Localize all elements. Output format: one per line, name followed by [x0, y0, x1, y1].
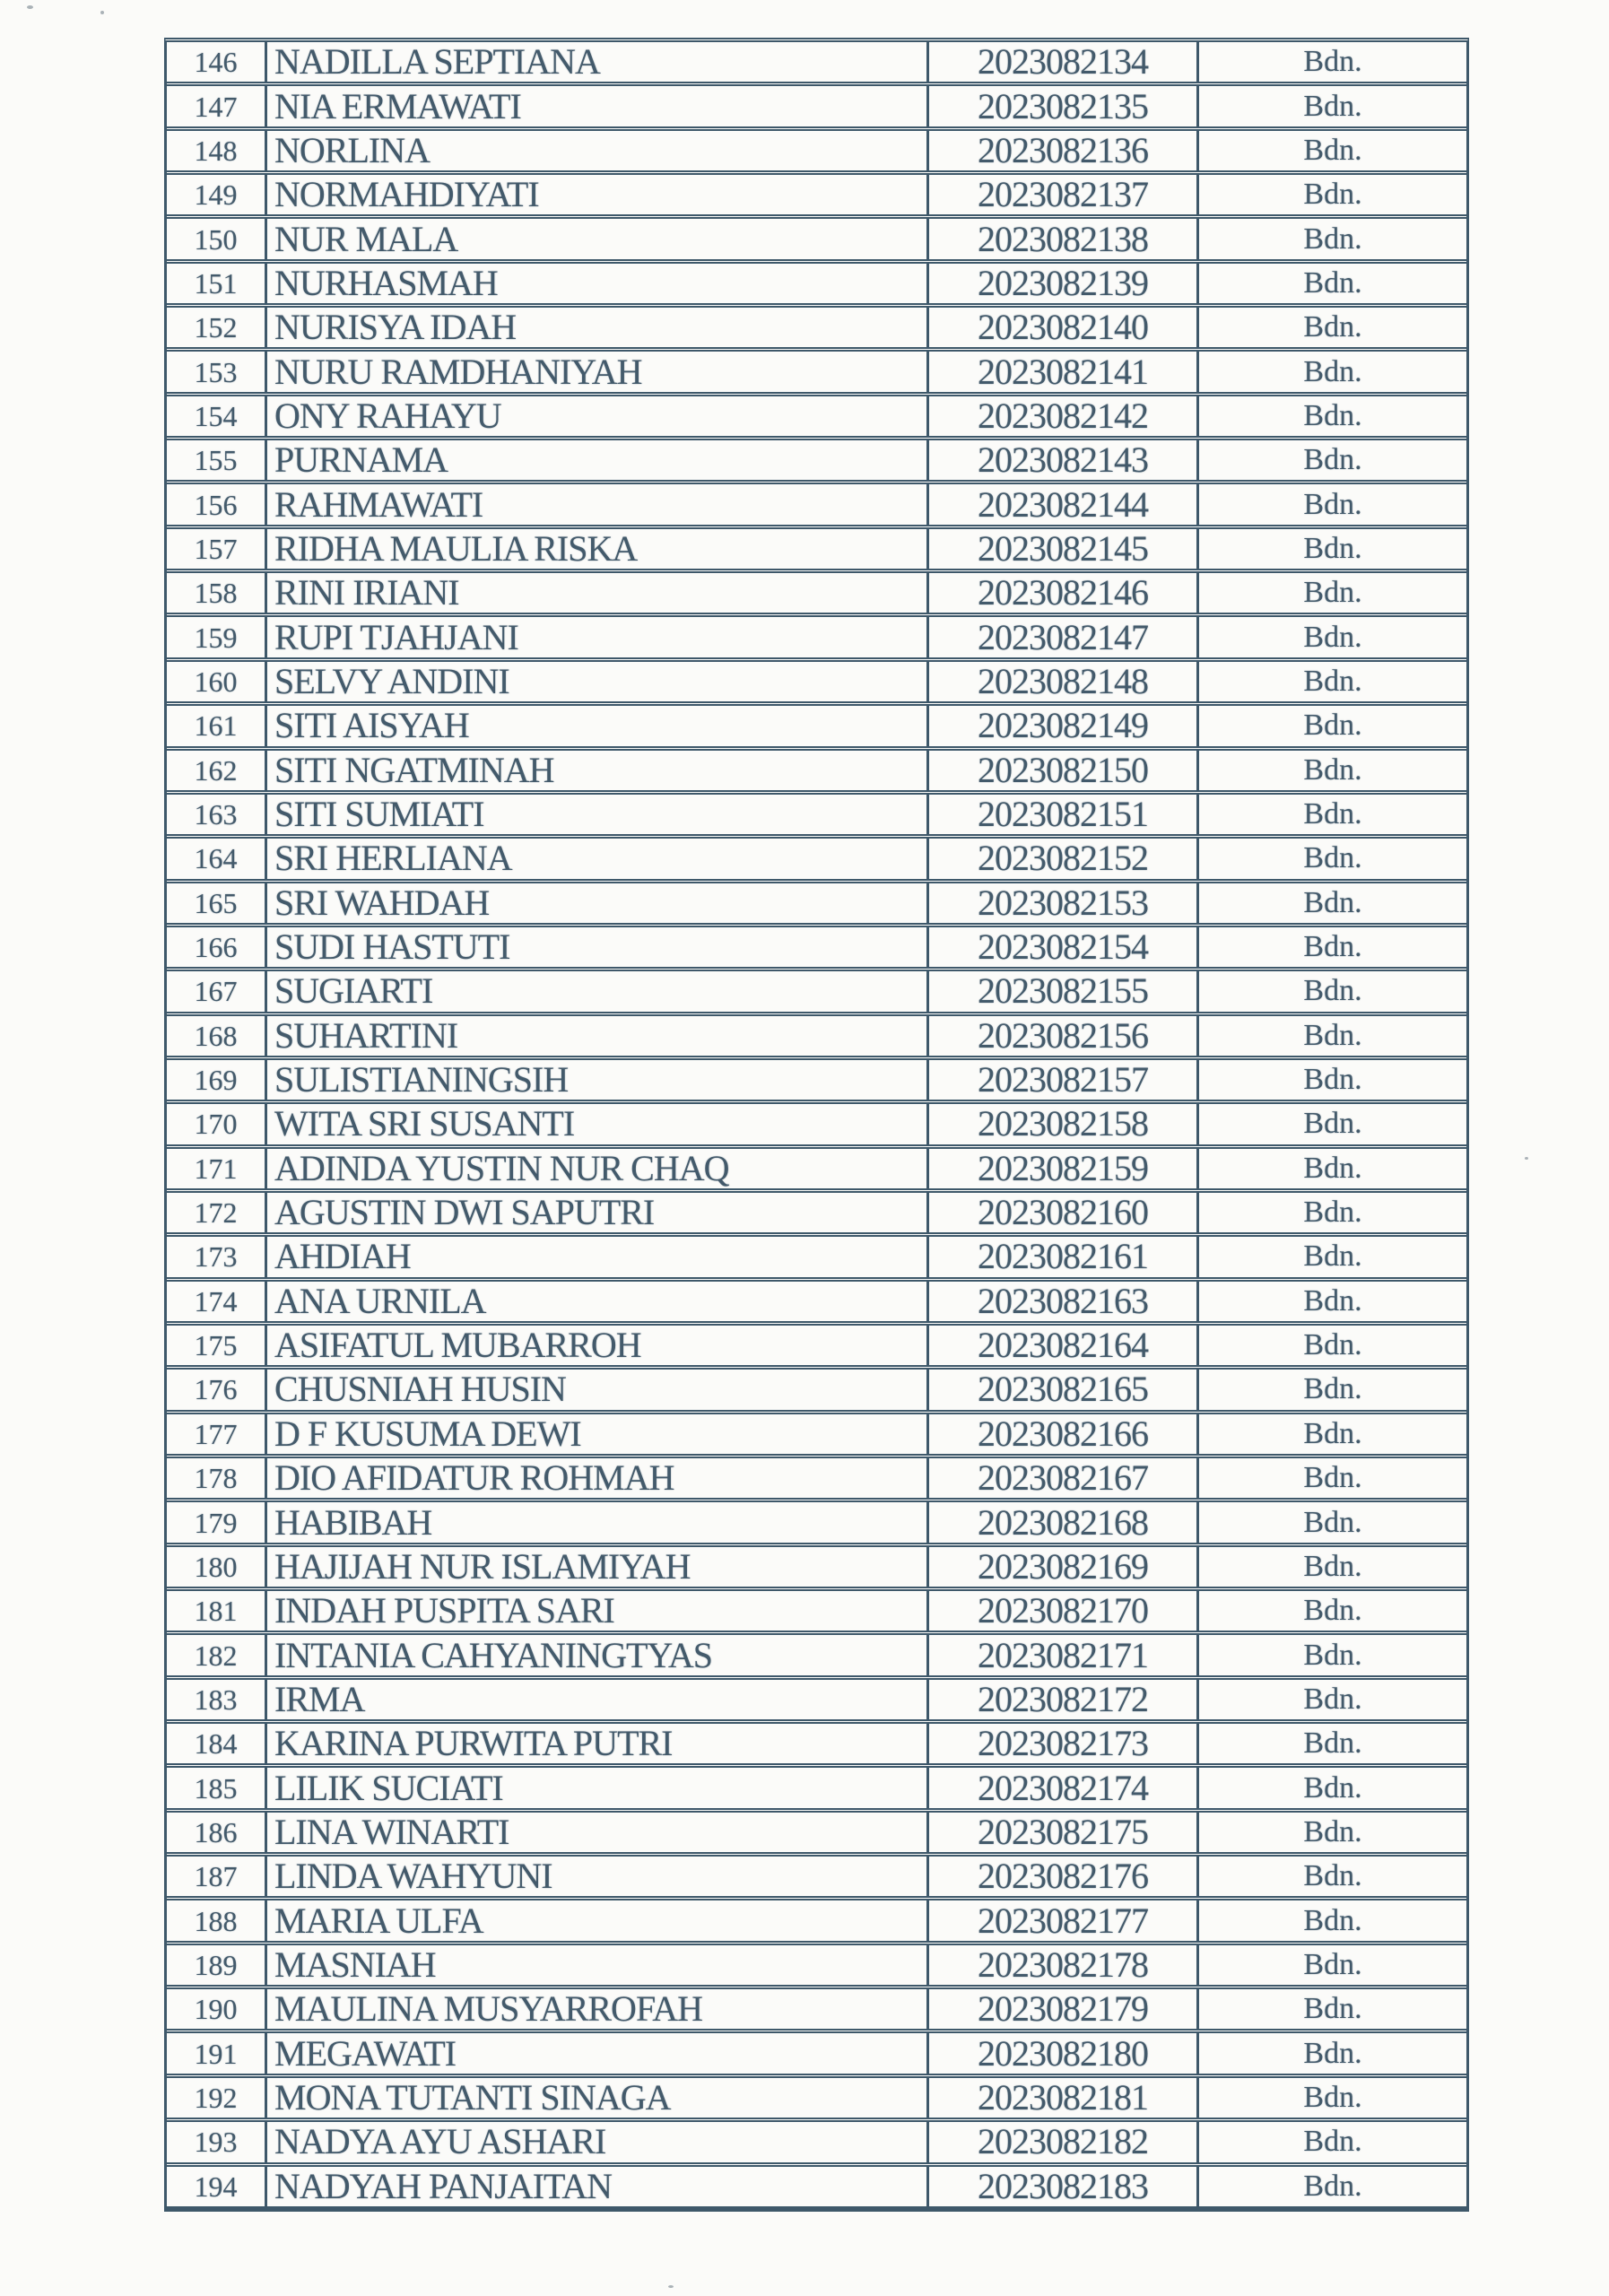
- status-cell: Bdn.: [1303, 1992, 1362, 2026]
- status-cell: Bdn.: [1303, 2080, 1362, 2114]
- status-cell: Bdn.: [1303, 398, 1362, 432]
- id-number-cell: 2023082150: [929, 751, 1199, 790]
- name-cell: ONY RAHAYU: [267, 396, 929, 436]
- name-cell: MASNIAH: [267, 1945, 929, 1985]
- table-row: [167, 219, 1466, 263]
- table-row: [167, 1591, 1466, 1635]
- name-cell: LINDA WAHYUNI: [267, 1857, 929, 1896]
- status-cell: Bdn.: [1303, 222, 1362, 256]
- scan-speck: [100, 11, 104, 14]
- id-number-cell: 2023082145: [929, 529, 1199, 569]
- status-cell: Bdn.: [1303, 1239, 1362, 1274]
- status-cell: Bdn.: [1303, 576, 1362, 610]
- table-row: [167, 1104, 1466, 1148]
- id-number-cell: 2023082141: [929, 352, 1199, 391]
- id-number-cell: 2023082134: [929, 42, 1199, 82]
- status-cell: Bdn.: [1303, 178, 1362, 212]
- id-number-cell: 2023082136: [929, 131, 1199, 170]
- row-number-cell: 159: [167, 617, 267, 657]
- row-number-cell: 151: [167, 264, 267, 303]
- name-cell: ADINDA YUSTIN NUR CHAQ: [267, 1149, 929, 1188]
- table-row: [167, 617, 1466, 661]
- row-number-cell: 182: [167, 1635, 267, 1674]
- table-row: [167, 1016, 1466, 1060]
- id-number-cell: 2023082172: [929, 1680, 1199, 1719]
- table-row: [167, 1149, 1466, 1193]
- status-cell: Bdn.: [1303, 1770, 1362, 1805]
- status-cell: Bdn.: [1303, 1682, 1362, 1716]
- id-number-cell: 2023082167: [929, 1458, 1199, 1498]
- table-row: [167, 573, 1466, 617]
- row-number-cell: 156: [167, 484, 267, 524]
- id-number-cell: 2023082153: [929, 883, 1199, 923]
- table-row: [167, 1414, 1466, 1458]
- status-cell: Bdn.: [1303, 1594, 1362, 1628]
- status-cell: Bdn.: [1303, 1814, 1362, 1848]
- row-number-cell: 155: [167, 440, 267, 480]
- status-cell: Bdn.: [1303, 620, 1362, 654]
- status-cell: Bdn.: [1303, 752, 1362, 787]
- id-number-cell: 2023082137: [929, 175, 1199, 214]
- row-number-cell: 183: [167, 1680, 267, 1719]
- status-cell: Bdn.: [1303, 89, 1362, 123]
- row-number-cell: 176: [167, 1370, 267, 1409]
- table-row: [167, 1458, 1466, 1502]
- row-number-cell: 179: [167, 1502, 267, 1542]
- id-number-cell: 2023082164: [929, 1326, 1199, 1365]
- id-number-cell: 2023082135: [929, 86, 1199, 126]
- id-number-cell: 2023082149: [929, 706, 1199, 745]
- id-number-cell: 2023082143: [929, 440, 1199, 480]
- table-row: [167, 1680, 1466, 1724]
- name-cell: DIO AFIDATUR ROHMAH: [267, 1458, 929, 1498]
- status-cell: Bdn.: [1303, 1549, 1362, 1583]
- table-row: [167, 1193, 1466, 1237]
- status-cell: Bdn.: [1303, 1283, 1362, 1318]
- name-cell: D F KUSUMA DEWI: [267, 1414, 929, 1454]
- name-cell: SITI NGATMINAH: [267, 751, 929, 790]
- row-number-cell: 160: [167, 662, 267, 701]
- status-cell: Bdn.: [1303, 974, 1362, 1008]
- table-row: [167, 1060, 1466, 1104]
- table-row: [167, 42, 1466, 86]
- row-number-cell: 154: [167, 396, 267, 436]
- id-number-cell: 2023082169: [929, 1547, 1199, 1587]
- name-cell: SRI WAHDAH: [267, 883, 929, 923]
- status-cell: Bdn.: [1303, 797, 1362, 831]
- id-number-cell: 2023082182: [929, 2122, 1199, 2161]
- status-cell: Bdn.: [1303, 1726, 1362, 1761]
- status-cell: Bdn.: [1303, 265, 1362, 300]
- table-row: [167, 1635, 1466, 1679]
- table-row: [167, 352, 1466, 396]
- name-cell: KARINA PURWITA PUTRI: [267, 1724, 929, 1763]
- name-cell: NADILLA SEPTIANA: [267, 42, 929, 82]
- id-number-cell: 2023082175: [929, 1813, 1199, 1852]
- id-number-cell: 2023082138: [929, 219, 1199, 258]
- table-row: [167, 883, 1466, 927]
- status-cell: Bdn.: [1303, 2036, 1362, 2070]
- status-cell: Bdn.: [1303, 2169, 1362, 2203]
- row-number-cell: 150: [167, 219, 267, 258]
- table-row: [167, 706, 1466, 750]
- row-number-cell: 170: [167, 1104, 267, 1144]
- row-number-cell: 168: [167, 1016, 267, 1056]
- row-number-cell: 174: [167, 1282, 267, 1321]
- id-number-cell: 2023082177: [929, 1900, 1199, 1940]
- row-number-cell: 186: [167, 1813, 267, 1852]
- status-cell: Bdn.: [1303, 1107, 1362, 1141]
- name-cell: PURNAMA: [267, 440, 929, 480]
- status-cell: Bdn.: [1303, 664, 1362, 698]
- table-row: [167, 396, 1466, 440]
- status-cell: Bdn.: [1303, 709, 1362, 743]
- table-row: [167, 1237, 1466, 1281]
- table-row: [167, 1768, 1466, 1812]
- status-cell: Bdn.: [1303, 885, 1362, 919]
- table-row: [167, 1857, 1466, 1900]
- row-number-cell: 157: [167, 529, 267, 569]
- table-row: [167, 308, 1466, 352]
- status-cell: Bdn.: [1303, 841, 1362, 875]
- row-number-cell: 193: [167, 2122, 267, 2161]
- id-number-cell: 2023082168: [929, 1502, 1199, 1542]
- id-number-cell: 2023082166: [929, 1414, 1199, 1454]
- status-cell: Bdn.: [1303, 310, 1362, 344]
- status-cell: Bdn.: [1303, 1063, 1362, 1097]
- name-cell: SUDI HASTUTI: [267, 927, 929, 967]
- status-cell: Bdn.: [1303, 1328, 1362, 1362]
- row-number-cell: 190: [167, 1989, 267, 2029]
- id-number-cell: 2023082179: [929, 1989, 1199, 2029]
- name-cell: MONA TUTANTI SINAGA: [267, 2078, 929, 2118]
- row-number-cell: 192: [167, 2078, 267, 2118]
- row-number-cell: 167: [167, 971, 267, 1011]
- row-number-cell: 175: [167, 1326, 267, 1365]
- status-cell: Bdn.: [1303, 487, 1362, 521]
- table-row: [167, 1326, 1466, 1370]
- name-cell: CHUSNIAH HUSIN: [267, 1370, 929, 1409]
- table-row: [167, 927, 1466, 971]
- name-cell: SUGIARTI: [267, 971, 929, 1011]
- name-cell: SULISTIANINGSIH: [267, 1060, 929, 1100]
- scan-speck: [668, 2285, 674, 2288]
- status-cell: Bdn.: [1303, 1196, 1362, 1230]
- name-cell: NURHASMAH: [267, 264, 929, 303]
- row-number-cell: 158: [167, 573, 267, 613]
- table-row: [167, 1370, 1466, 1413]
- id-number-cell: 2023082170: [929, 1591, 1199, 1631]
- name-cell: AGUSTIN DWI SAPUTRI: [267, 1193, 929, 1232]
- status-cell: Bdn.: [1303, 1505, 1362, 1539]
- name-cell: ASIFATUL MUBARROH: [267, 1326, 929, 1365]
- id-number-cell: 2023082139: [929, 264, 1199, 303]
- name-cell: SUHARTINI: [267, 1016, 929, 1056]
- id-number-cell: 2023082159: [929, 1149, 1199, 1188]
- row-number-cell: 165: [167, 883, 267, 923]
- table-row: [167, 2078, 1466, 2122]
- row-number-cell: 180: [167, 1547, 267, 1587]
- name-cell: INDAH PUSPITA SARI: [267, 1591, 929, 1631]
- id-number-cell: 2023082163: [929, 1282, 1199, 1321]
- table-row: [167, 1989, 1466, 2033]
- row-number-cell: 171: [167, 1149, 267, 1188]
- status-cell: Bdn.: [1303, 354, 1362, 388]
- status-cell: Bdn.: [1303, 1903, 1362, 1937]
- status-cell: Bdn.: [1303, 531, 1362, 565]
- table-row: [167, 2167, 1466, 2206]
- id-number-cell: 2023082173: [929, 1724, 1199, 1763]
- id-number-cell: 2023082144: [929, 484, 1199, 524]
- name-cell: HAJIJAH NUR ISLAMIYAH: [267, 1547, 929, 1587]
- name-cell: AHDIAH: [267, 1237, 929, 1276]
- row-number-cell: 177: [167, 1414, 267, 1454]
- table-row: [167, 662, 1466, 706]
- name-cell: LILIK SUCIATI: [267, 1768, 929, 1807]
- status-cell: Bdn.: [1303, 1947, 1362, 1981]
- id-number-cell: 2023082157: [929, 1060, 1199, 1100]
- row-number-cell: 184: [167, 1724, 267, 1763]
- status-cell: Bdn.: [1303, 1638, 1362, 1672]
- id-number-cell: 2023082178: [929, 1945, 1199, 1985]
- row-number-cell: 169: [167, 1060, 267, 1100]
- name-cell: NURU RAMDHANIYAH: [267, 352, 929, 391]
- name-cell: LINA WINARTI: [267, 1813, 929, 1852]
- row-number-cell: 146: [167, 42, 267, 82]
- status-cell: Bdn.: [1303, 1372, 1362, 1406]
- status-cell: Bdn.: [1303, 1151, 1362, 1185]
- row-number-cell: 178: [167, 1458, 267, 1498]
- name-cell: NUR MALA: [267, 219, 929, 258]
- scan-speck: [1525, 1157, 1528, 1160]
- id-number-cell: 2023082180: [929, 2033, 1199, 2073]
- row-number-cell: 153: [167, 352, 267, 391]
- status-cell: Bdn.: [1303, 1018, 1362, 1052]
- status-cell: Bdn.: [1303, 133, 1362, 167]
- table-row: [167, 529, 1466, 573]
- table-row: [167, 1900, 1466, 1944]
- id-number-cell: 2023082151: [929, 795, 1199, 834]
- row-number-cell: 172: [167, 1193, 267, 1232]
- table-row: [167, 175, 1466, 219]
- row-number-cell: 188: [167, 1900, 267, 1940]
- id-number-cell: 2023082152: [929, 839, 1199, 878]
- name-cell: MARIA ULFA: [267, 1900, 929, 1940]
- row-number-cell: 152: [167, 308, 267, 347]
- status-cell: Bdn.: [1303, 45, 1362, 79]
- roster-table: [164, 38, 1469, 2212]
- table-row: [167, 1813, 1466, 1857]
- table-row: [167, 1282, 1466, 1326]
- name-cell: HABIBAH: [267, 1502, 929, 1542]
- row-number-cell: 164: [167, 839, 267, 878]
- id-number-cell: 2023082174: [929, 1768, 1199, 1807]
- table-row: [167, 1502, 1466, 1546]
- id-number-cell: 2023082181: [929, 2078, 1199, 2118]
- id-number-cell: 2023082171: [929, 1635, 1199, 1674]
- row-number-cell: 191: [167, 2033, 267, 2073]
- name-cell: NORMAHDIYATI: [267, 175, 929, 214]
- row-number-cell: 147: [167, 86, 267, 126]
- row-number-cell: 163: [167, 795, 267, 834]
- name-cell: NADYA AYU ASHARI: [267, 2122, 929, 2161]
- status-cell: Bdn.: [1303, 1461, 1362, 1495]
- name-cell: RUPI TJAHJANI: [267, 617, 929, 657]
- name-cell: IRMA: [267, 1680, 929, 1719]
- status-cell: Bdn.: [1303, 930, 1362, 964]
- id-number-cell: 2023082161: [929, 1237, 1199, 1276]
- name-cell: NURISYA IDAH: [267, 308, 929, 347]
- name-cell: INTANIA CAHYANINGTYAS: [267, 1635, 929, 1674]
- table-row: [167, 751, 1466, 795]
- name-cell: ANA URNILA: [267, 1282, 929, 1321]
- table-row: [167, 971, 1466, 1015]
- row-number-cell: 189: [167, 1945, 267, 1985]
- row-number-cell: 162: [167, 751, 267, 790]
- id-number-cell: 2023082146: [929, 573, 1199, 613]
- table-row: [167, 440, 1466, 484]
- name-cell: RIDHA MAULIA RISKA: [267, 529, 929, 569]
- table-row: [167, 264, 1466, 308]
- name-cell: SITI AISYAH: [267, 706, 929, 745]
- id-number-cell: 2023082156: [929, 1016, 1199, 1056]
- id-number-cell: 2023082183: [929, 2167, 1199, 2206]
- name-cell: NORLINA: [267, 131, 929, 170]
- table-row: [167, 2033, 1466, 2077]
- table-row: [167, 2122, 1466, 2166]
- id-number-cell: 2023082140: [929, 308, 1199, 347]
- status-cell: Bdn.: [1303, 443, 1362, 477]
- row-number-cell: 194: [167, 2167, 267, 2206]
- row-number-cell: 161: [167, 706, 267, 745]
- name-cell: RAHMAWATI: [267, 484, 929, 524]
- name-cell: NIA ERMAWATI: [267, 86, 929, 126]
- name-cell: RINI IRIANI: [267, 573, 929, 613]
- id-number-cell: 2023082176: [929, 1857, 1199, 1896]
- name-cell: SITI SUMIATI: [267, 795, 929, 834]
- id-number-cell: 2023082154: [929, 927, 1199, 967]
- table-row: [167, 86, 1466, 130]
- name-cell: NADYAH PANJAITAN: [267, 2167, 929, 2206]
- row-number-cell: 166: [167, 927, 267, 967]
- name-cell: SELVY ANDINI: [267, 662, 929, 701]
- row-number-cell: 187: [167, 1857, 267, 1896]
- status-cell: Bdn.: [1303, 2125, 1362, 2159]
- id-number-cell: 2023082158: [929, 1104, 1199, 1144]
- row-number-cell: 181: [167, 1591, 267, 1631]
- table-row: [167, 1547, 1466, 1591]
- row-number-cell: 149: [167, 175, 267, 214]
- row-number-cell: 185: [167, 1768, 267, 1807]
- name-cell: WITA SRI SUSANTI: [267, 1104, 929, 1144]
- table-row: [167, 795, 1466, 839]
- name-cell: MAULINA MUSYARROFAH: [267, 1989, 929, 2029]
- table-row: [167, 1945, 1466, 1989]
- name-cell: MEGAWATI: [267, 2033, 929, 2073]
- table-row: [167, 484, 1466, 528]
- status-cell: Bdn.: [1303, 1416, 1362, 1450]
- id-number-cell: 2023082148: [929, 662, 1199, 701]
- id-number-cell: 2023082160: [929, 1193, 1199, 1232]
- row-number-cell: 173: [167, 1237, 267, 1276]
- row-number-cell: 148: [167, 131, 267, 170]
- name-cell: SRI HERLIANA: [267, 839, 929, 878]
- id-number-cell: 2023082155: [929, 971, 1199, 1011]
- id-number-cell: 2023082165: [929, 1370, 1199, 1409]
- table-row: [167, 839, 1466, 883]
- id-number-cell: 2023082147: [929, 617, 1199, 657]
- table-row: [167, 131, 1466, 175]
- table-row: [167, 1724, 1466, 1768]
- id-number-cell: 2023082142: [929, 396, 1199, 436]
- status-cell: Bdn.: [1303, 1859, 1362, 1893]
- scan-speck: [27, 5, 33, 9]
